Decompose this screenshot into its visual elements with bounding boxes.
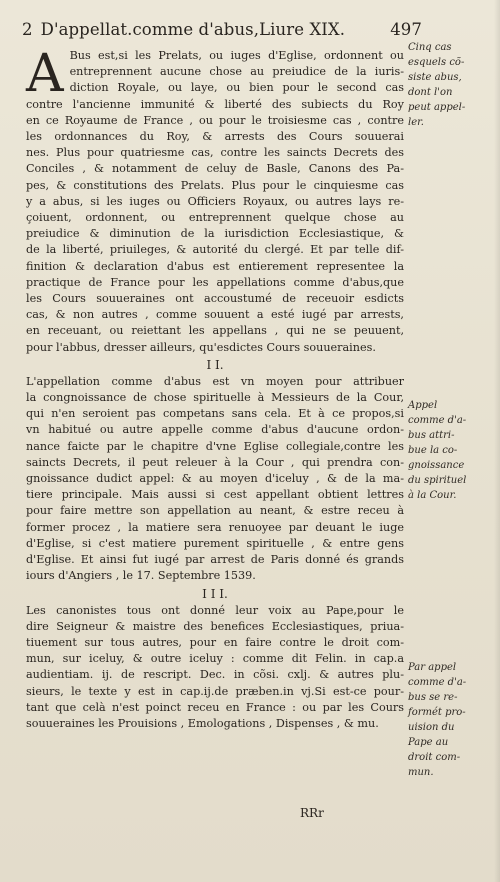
text-line: les Cours souueraines ont accoustumé de receuoir esdicts — [26, 292, 404, 306]
header-left-number: 2 — [22, 20, 33, 39]
text-line: çoiuent, ordonnent, ou entreprennent quelque chose au — [26, 211, 404, 225]
margin-line: du spirituel — [408, 475, 467, 486]
marginal-note-1 — [408, 40, 496, 130]
text-line: la congnoissance de chose spirituelle à Messieurs de la Cour, — [26, 391, 404, 405]
margin-line: droit com- — [408, 752, 461, 763]
text-line: en ce Royaume de France , ou pour le troisiesme cas , contre — [26, 113, 404, 127]
text-line: audientiam. ij. de rescript. Dec. in cõsi. cxlj. & autres plu- — [26, 668, 404, 682]
text-line: d'Eglise, si c'est matiere purement spirituelle , & entre gens — [26, 536, 404, 550]
text-line: Bus est,si les Prelats, ou iuges d'Eglise, ordonnent ou — [69, 49, 404, 62]
text-line: nes. Plus pour quatriesme cas, contre les saincts Decrets des — [26, 146, 404, 160]
text-line: Les canonistes tous ont donné leur voix au Pape,pour le — [26, 603, 404, 617]
section-number-2: I I. — [206, 357, 224, 372]
margin-line: dont l'on — [408, 87, 453, 98]
text-line: pour l'abbus, dresser ailleurs, qu'esdictes Cours souueraines. — [26, 340, 376, 354]
text-line: L'appellation comme d'abus est vn moyen pour attribuer — [26, 374, 404, 388]
text-line: souueraines les Prouisions , Emologations , Dispenses , & mu. — [26, 716, 379, 730]
text-line: pes, & constitutions des Prelats. Plus pour le cinquiesme cas — [26, 178, 404, 192]
text-line: Conciles , & notamment de celuy de Basle, Canons des Pa- — [26, 162, 404, 176]
drop-cap: A — [26, 44, 64, 104]
text-line: tant que celà n'est poinct receu en France : ou par les Cours — [26, 700, 404, 714]
text-line: practique de France pour les appellations comme d'abus,que — [26, 275, 404, 289]
text-line: vn habitué ou autre appelle comme d'abus d'aucune ordon- — [26, 423, 404, 437]
running-header — [22, 20, 422, 44]
margin-line: Pape au — [408, 737, 449, 748]
paragraph-3 — [26, 603, 404, 733]
marginal-note-2 — [408, 398, 496, 503]
margin-line: bus se re- — [408, 692, 458, 703]
margin-line: formét pro- — [408, 707, 466, 718]
text-line: les ordonnances du Roy, & arrests des Cours souuerai — [26, 130, 404, 144]
text-line: d'Eglise. Et ainsi fut iugé par arrest de Paris donné és grands — [26, 553, 404, 567]
margin-line: comme d'a- — [408, 677, 467, 688]
folio-number: 497 — [390, 20, 422, 39]
text-line: qui n'en seroient pas competans sans cela. Et à ce propos,si — [26, 407, 404, 421]
margin-line: uision du — [408, 722, 455, 733]
marginal-note-3 — [408, 660, 496, 780]
text-line: gnoissance dudict appel: & au moyen d'iceluy , & de la ma- — [26, 472, 404, 486]
margin-line: esquels cõ- — [408, 57, 465, 68]
text-line: former procez , la matiere sera renuoyee par deuant le iuge — [26, 520, 404, 534]
margin-line: Cinq cas — [408, 42, 452, 53]
main-text — [26, 44, 404, 732]
margin-line: siste abus, — [408, 72, 462, 83]
text-line: de la liberté, priuileges, & autorité du clergé. Et par telle dif- — [26, 243, 404, 257]
text-line: y a abus, si les iuges ou Officiers Royaux, ou autres lays re- — [26, 194, 404, 208]
margin-line: bus attri- — [408, 430, 455, 441]
margin-line: comme d'a- — [408, 415, 467, 426]
text-line: sieurs, le texte y est in cap.ij.de præben.in vj.Si est-ce pour- — [26, 684, 404, 698]
text-line: tiuement sur tous autres, pour en faire contre le droit com- — [26, 635, 404, 649]
margin-line: Appel — [408, 400, 438, 411]
margin-line: à la Cour. — [408, 490, 457, 501]
text-line: entreprennent aucune chose au preiudice de la iuris- — [69, 65, 404, 79]
text-line: finition & declaration d'abus est entierement representee la — [26, 259, 404, 273]
page-edge-shadow — [494, 0, 500, 882]
margin-line: ler. — [408, 117, 424, 128]
margin-line: peut appel- — [408, 102, 466, 113]
signature-mark: RRr — [300, 806, 324, 820]
section-number-3: I I I. — [202, 586, 228, 601]
margin-line: gnoissance — [408, 460, 465, 471]
text-line: en receuant, ou reiettant les appellans , qui ne se peuuent, — [26, 324, 404, 338]
text-line: diction Royale, ou laye, ou bien pour le second cas — [69, 81, 404, 95]
text-line: saincts Decrets, il peut releuer à la Cour , qui prendra con- — [26, 455, 404, 469]
margin-line: bue la co- — [408, 445, 458, 456]
text-line: tiere principale. Mais aussi si cest appellant obtient lettres — [26, 488, 404, 502]
text-line: pour faire mettre son appellation au neant, & estre receu à — [26, 504, 404, 518]
text-line: iours d'Angiers , le 17. Septembre 1539. — [26, 569, 256, 583]
text-line: preiudice & diminution de la iurisdiction Ecclesiastique, & — [26, 227, 404, 241]
text-line: dire Seigneur & maistre des benefices Ecclesiastiques, priua- — [26, 619, 404, 633]
text-line: mun, sur iceluy, & outre iceluy : comme dit Felin. in cap.a — [26, 652, 404, 666]
paragraph-1 — [26, 44, 404, 356]
header-title: D'appellat.comme d'abus,Liure XIX. — [40, 20, 346, 39]
text-line: nance faicte par le chapitre d'vne Eglise collegiale,contre les — [26, 439, 404, 453]
text-line: contre l'ancienne immunité & liberté des subiects du Roy — [26, 97, 404, 111]
text-line: cas, & non autres , comme souuent a esté iugé par arrests, — [26, 308, 404, 322]
paragraph-2 — [26, 374, 404, 585]
margin-line: Par appel — [408, 662, 457, 673]
margin-line: mun. — [408, 767, 434, 778]
